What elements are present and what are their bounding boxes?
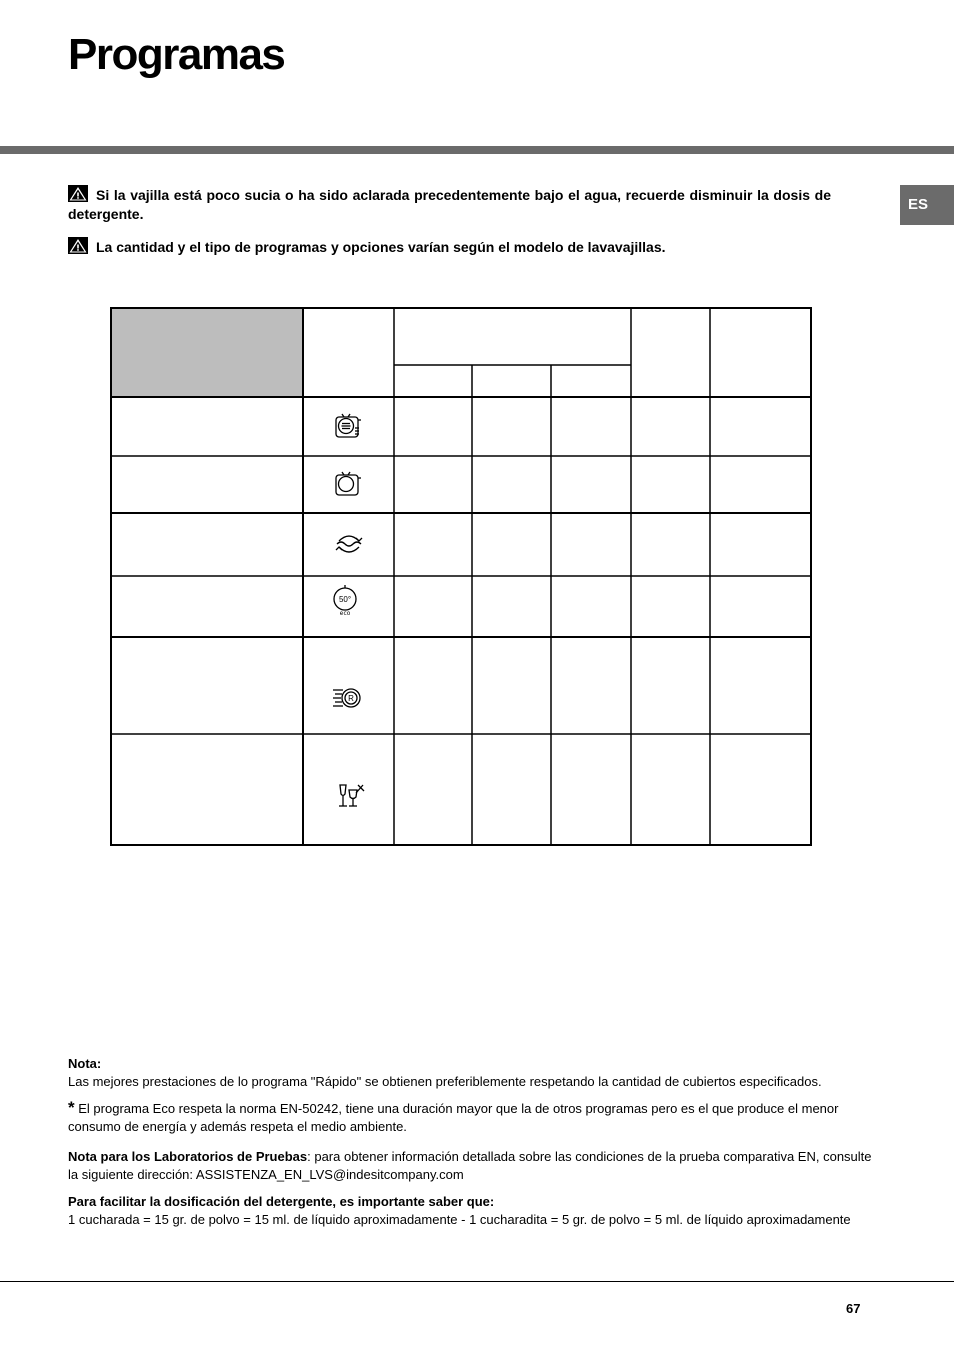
- normal-pot-icon: [333, 469, 365, 499]
- note-label: Nota:: [68, 1056, 102, 1071]
- labs-note: [68, 1148, 878, 1184]
- labs-note-label: Nota para los Laboratorios de Pruebas: [68, 1149, 308, 1164]
- warning-text-1: Si la vajilla está poco sucia o ha sido aclarada precedentemente bajo el agua, recuerde disminuir la dosis de detergente.: [68, 187, 831, 222]
- dosing-note: [68, 1193, 878, 1229]
- soak-rinse-icon: [333, 529, 365, 559]
- page-title: Programas: [68, 30, 285, 79]
- programs-table: [110, 307, 813, 847]
- quick-r-icon: [330, 682, 366, 712]
- programs-table-grid: [110, 307, 813, 847]
- intensive-pot-icon: [333, 411, 365, 441]
- eco-50-icon: [331, 583, 361, 617]
- svg-text:50°: 50°: [338, 595, 352, 604]
- warning-note-2: [68, 237, 831, 257]
- labs-note-text: : para obtener información detallada sobre las condiciones de la prueba comparativa EN, consulte la siguiente dirección: ASSISTENZA_EN_LVS@indesitcompany.com: [68, 1149, 872, 1182]
- asterisk: *: [68, 1098, 75, 1117]
- svg-text:R: R: [348, 694, 354, 703]
- svg-text:eco: eco: [339, 610, 351, 617]
- footer-divider: [0, 1281, 954, 1282]
- note-text: Las mejores prestaciones de lo programa "Rápido" se obtienen preferiblemente respetando la cantidad de cubiertos especificados.: [68, 1074, 822, 1089]
- glasses-icon: [334, 781, 366, 811]
- warning-triangle-icon: [68, 185, 88, 202]
- page-number: 67: [846, 1301, 861, 1316]
- warning-text-2: La cantidad y el tipo de programas y opciones varían según el modelo de lavavajillas.: [96, 239, 666, 255]
- table-header-cell: [111, 308, 303, 397]
- header-divider: [0, 146, 954, 154]
- note-block: [68, 1055, 878, 1091]
- dosing-note-text: 1 cucharada = 15 gr. de polvo = 15 ml. de líquido aproximadamente - 1 cucharadita = 5 gr. de polvo = 5 ml. de líquido aproximadamente: [68, 1212, 851, 1227]
- warning-note-1: [68, 185, 831, 224]
- eco-note-text: El programa Eco respeta la norma EN-50242, tiene una duración mayor que la de otros programas pero es el que produce el menor consumo de energía y además respeta el medio ambiente.: [68, 1101, 839, 1134]
- warning-triangle-icon: [68, 237, 88, 254]
- language-tab: ES: [900, 185, 954, 225]
- dosing-note-label: Para facilitar la dosificación del detergente, es importante saber que:: [68, 1194, 495, 1209]
- eco-note: [68, 1099, 878, 1136]
